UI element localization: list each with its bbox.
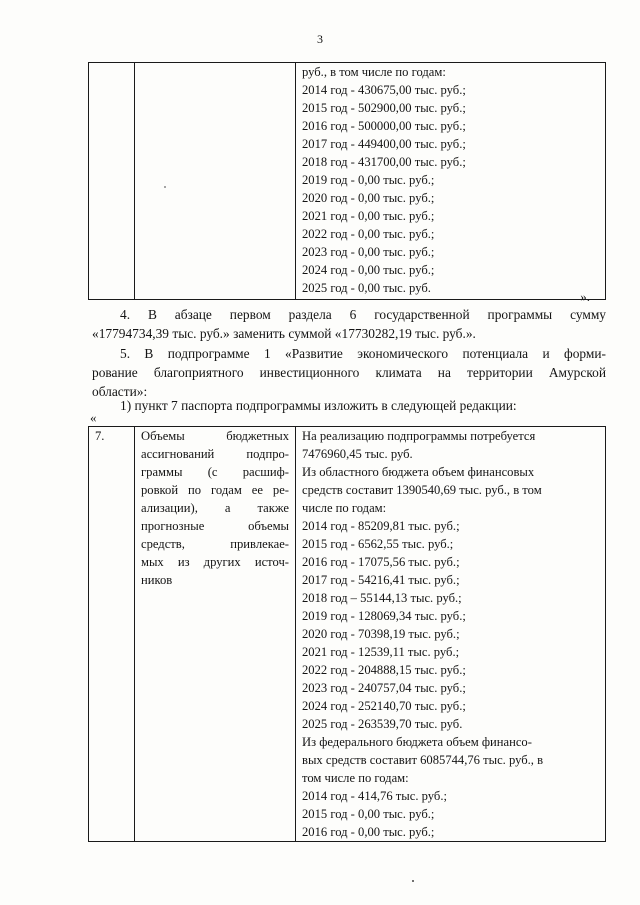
table-cell-label: [135, 63, 296, 300]
value-line: 2017 год - 54216,41 тыс. руб.;: [302, 573, 460, 587]
paragraph-line: области»:: [92, 384, 148, 399]
value-line: 2023 год - 240757,04 тыс. руб.;: [302, 681, 466, 695]
value-line: 2024 год - 252140,70 тыс. руб.;: [302, 699, 466, 713]
value-line: 2017 год - 449400,00 тыс. руб.;: [302, 137, 466, 151]
label-line: ников: [141, 573, 173, 587]
value-line: 2018 год - 431700,00 тыс. руб.;: [302, 155, 466, 169]
value-line: 2025 год - 0,00 тыс. руб.: [302, 281, 431, 295]
value-line: 2014 год - 414,76 тыс. руб.;: [302, 789, 447, 803]
label-line: прогнозные объемы: [141, 519, 289, 533]
scan-speck: [164, 186, 166, 188]
table-cell-label: [135, 427, 296, 842]
paragraph-line: «17794734,39 тыс. руб.» заменить суммой «17730282,19 тыс. руб.».: [92, 326, 476, 341]
label-line: мых из других источ-: [141, 555, 289, 569]
value-line: 7476960,45 тыс. руб.: [302, 447, 413, 461]
value-line: вых средств составит 6085744,76 тыс. руб., в: [302, 753, 544, 767]
label-line: ализации), а также: [141, 501, 289, 515]
value-line: 2014 год - 430675,00 тыс. руб.;: [302, 83, 466, 97]
value-line: 2022 год - 204888,15 тыс. руб.;: [302, 663, 466, 677]
value-line: 2014 год - 85209,81 тыс. руб.;: [302, 519, 460, 533]
paragraph-line: 4. В абзаце первом раздела 6 государственной программы сумму: [120, 307, 606, 322]
paragraph-line: рование благоприятного инвестиционного климата на территории Амурской: [92, 365, 606, 380]
table-row: [89, 427, 606, 842]
table-cell-number: 7.: [89, 427, 135, 842]
subprogram-passport-table: [88, 426, 606, 842]
paragraph-line: 1) пункт 7 паспорта подпрограммы изложить в следующей редакции:: [120, 398, 517, 413]
opening-quote: «: [90, 410, 97, 425]
label-line: ровкой по годам ее ре-: [141, 483, 289, 497]
value-line: 2020 год - 0,00 тыс. руб.;: [302, 191, 435, 205]
budget-table-continuation: [88, 62, 606, 300]
page-number: 3: [317, 32, 323, 46]
value-line: Из федерального бюджета объем финансо-: [302, 735, 532, 749]
paragraph-5: [92, 344, 606, 401]
label-line: граммы (с расшиф-: [141, 465, 289, 479]
value-line: 2015 год - 502900,00 тыс. руб.;: [302, 101, 466, 115]
value-line: 2018 год – 55144,13 тыс. руб.;: [302, 591, 462, 605]
table-cell-number: [89, 63, 135, 300]
value-line: числе по годам:: [302, 501, 387, 515]
value-line: 2021 год - 12539,11 тыс. руб.;: [302, 645, 460, 659]
value-line: 2016 год - 17075,56 тыс. руб.;: [302, 555, 460, 569]
value-line: средств составит 1390540,69 тыс. руб., в том: [302, 483, 542, 497]
value-line: 2016 год - 0,00 тыс. руб.;: [302, 825, 435, 839]
label-line: Объемы бюджетных: [141, 429, 289, 443]
value-line: руб., в том числе по годам:: [302, 65, 446, 79]
table-cell-value: [296, 427, 606, 842]
value-line: На реализацию подпрограммы потребуется: [302, 429, 536, 443]
value-line: 2019 год - 128069,34 тыс. руб.;: [302, 609, 466, 623]
value-line: том числе по годам:: [302, 771, 409, 785]
label-line: ассигнований подпро-: [141, 447, 289, 461]
value-line: 2021 год - 0,00 тыс. руб.;: [302, 209, 435, 223]
closing-quote: ».: [580, 289, 590, 304]
paragraph-4: [92, 305, 606, 343]
value-line: 2016 год - 500000,00 тыс. руб.;: [302, 119, 466, 133]
value-line: 2019 год - 0,00 тыс. руб.;: [302, 173, 435, 187]
value-line: 2025 год - 263539,70 тыс. руб.: [302, 717, 463, 731]
value-line: 2023 год - 0,00 тыс. руб.;: [302, 245, 435, 259]
paragraph-line: 5. В подпрограмме 1 «Развитие экономического потенциала и форми-: [120, 346, 606, 361]
value-line: 2024 год - 0,00 тыс. руб.;: [302, 263, 435, 277]
table-row: [89, 63, 606, 300]
value-line: 2015 год - 0,00 тыс. руб.;: [302, 807, 435, 821]
scan-speck: [412, 880, 414, 882]
value-line: 2022 год - 0,00 тыс. руб.;: [302, 227, 435, 241]
value-line: Из областного бюджета объем финансовых: [302, 465, 535, 479]
label-line: средств, привлекае-: [141, 537, 289, 551]
value-line: 2015 год - 6562,55 тыс. руб.;: [302, 537, 454, 551]
table-cell-value: [296, 63, 606, 300]
value-line: 2020 год - 70398,19 тыс. руб.;: [302, 627, 460, 641]
paragraph-sub-1: [92, 396, 606, 415]
